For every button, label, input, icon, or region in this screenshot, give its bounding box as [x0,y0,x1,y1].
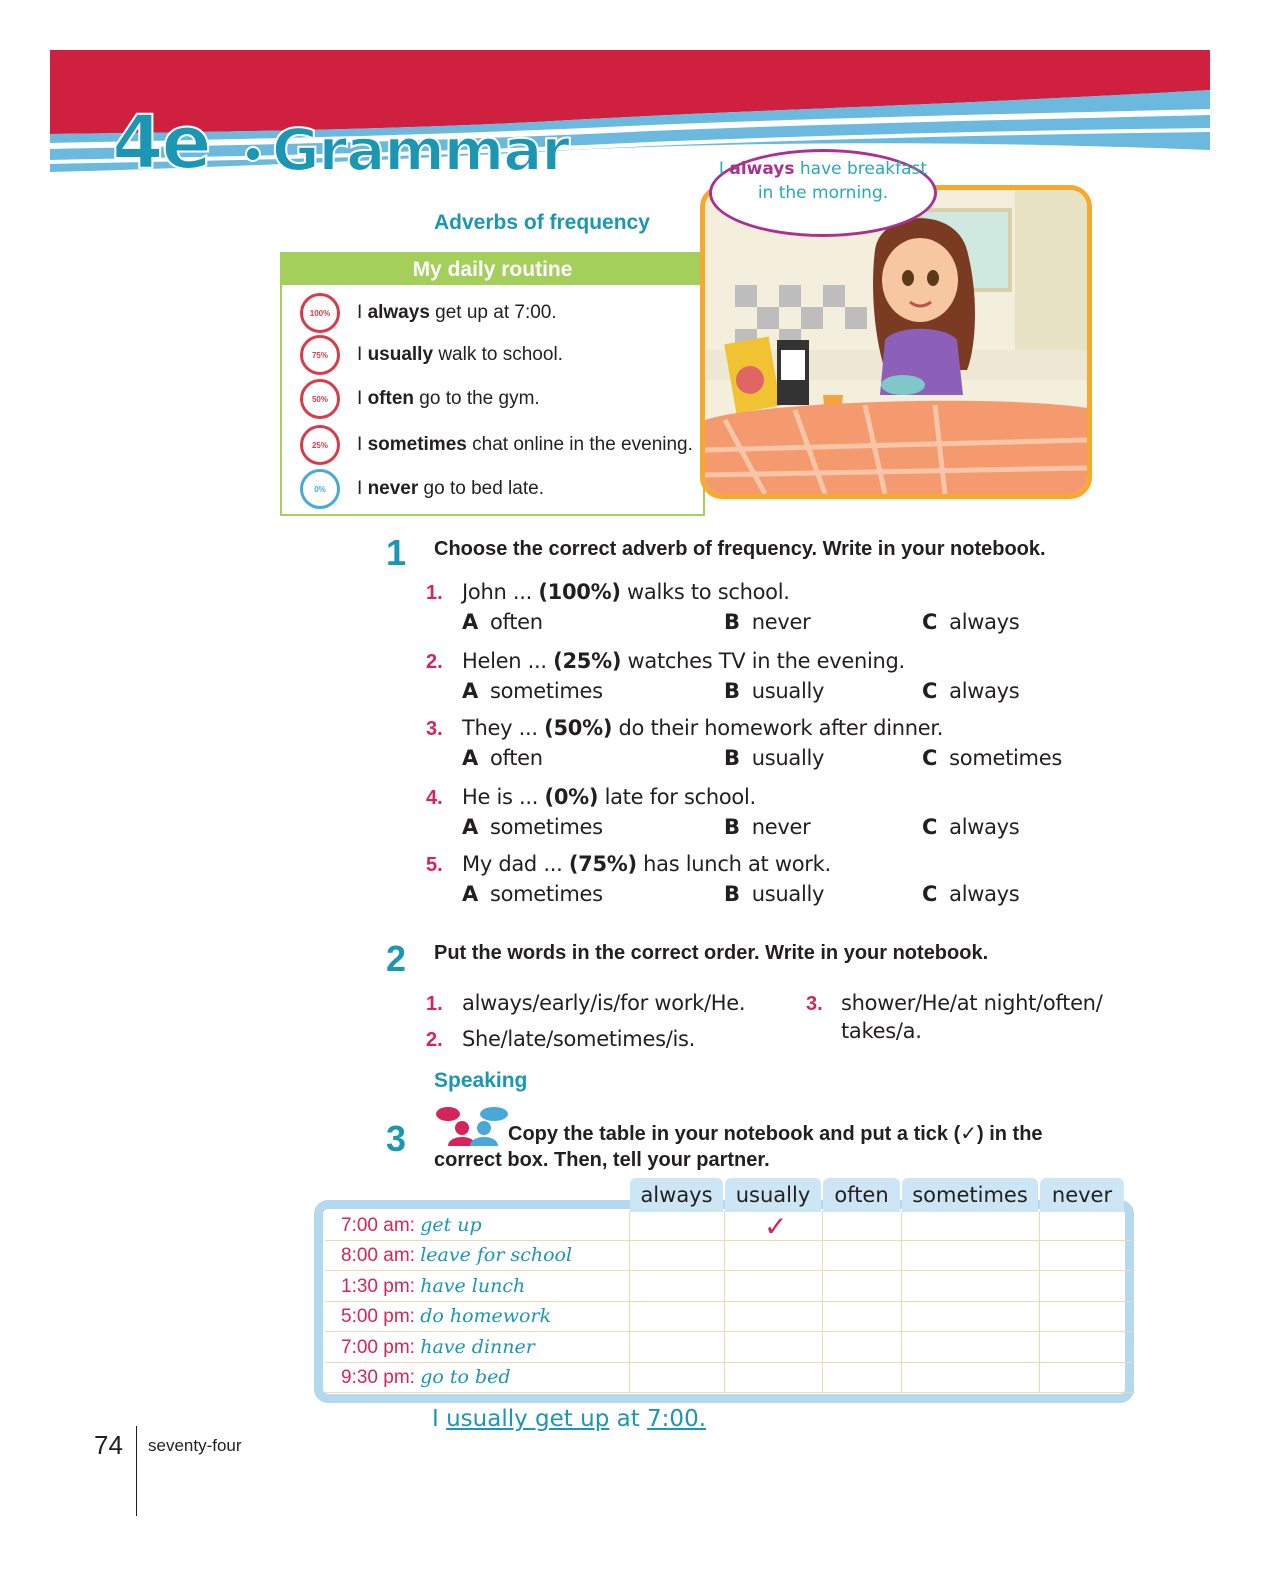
option-b: B never [724,815,811,839]
option-a: A sometimes [462,882,603,906]
title-dot [245,146,261,162]
frequency-0-icon: 0% [300,469,340,509]
speaking-heading: Speaking [434,1069,528,1092]
column-divider [822,1211,823,1393]
routine-item [300,469,544,509]
option-c: C always [922,610,1020,634]
page-number-words: seventy-four [148,1436,242,1455]
option-a: A often [462,610,543,634]
footer-divider [136,1426,137,1516]
column-divider [1039,1211,1040,1393]
example-sentence: I usually get up at 7:00. [432,1406,707,1432]
routine-sentence: I often go to the gym. [357,388,540,409]
speech-bubble: I always have breakfast in the morning. [709,149,937,237]
exercise-3-number: 3 [386,1118,407,1159]
grammar-heading: Adverbs of frequency [434,211,650,234]
routine-sentence: I sometimes chat online in the evening. [357,434,693,455]
lesson-number: 4e [112,100,210,186]
table-row: 9:30 pm: go to bed [325,1363,1135,1393]
routine-sentence: I never go to bed late. [357,478,544,499]
pair-work-icon [434,1106,510,1146]
question-number: 5. [426,854,443,876]
frequency-75-icon: 75% [300,335,340,375]
banner-graphic [50,50,1210,200]
option-c: C always [922,882,1020,906]
exercise-1-instruction: Choose the correct adverb of frequency. Write in your notebook. [434,538,1046,560]
question-number: 3. [426,718,443,740]
header-banner [50,50,1210,200]
table-row: 1:30 pm: have lunch [325,1272,1135,1302]
question-number: 3. [806,993,823,1015]
column-divider [901,1211,902,1393]
lesson-title: Grammar [272,116,569,184]
column-divider [629,1211,630,1393]
table-row: 5:00 pm: do homework [325,1302,1135,1332]
scrambled-sentence: She/late/sometimes/is. [462,1027,696,1051]
routine-item [300,293,557,333]
option-c: C always [922,815,1020,839]
option-a: A sometimes [462,815,603,839]
table-row: 8:00 am: leave for school [325,1241,1135,1271]
girl-breakfast-icon [705,190,1087,494]
scrambled-sentence: always/early/is/for work/He. [462,991,746,1015]
option-b: B usually [724,746,825,770]
table-row: 7:00 pm: have dinner [325,1333,1135,1363]
option-b: B never [724,610,811,634]
question-text: John ... (100%) walks to school. [462,580,790,604]
exercise-3-instruction-line2: correct box. Then, tell your partner. [434,1149,770,1171]
frequency-50-icon: 50% [300,379,340,419]
routine-item [300,335,563,375]
frequency-table [314,1178,1136,1403]
page-number: 74 [94,1430,123,1460]
question-text: He is ... (0%) late for school. [462,785,756,809]
exercise-2-instruction: Put the words in the correct order. Write in your notebook. [434,942,989,964]
frequency-100-icon: 100% [300,293,340,333]
option-b: B usually [724,679,825,703]
question-text: They ... (50%) do their homework after dinner. [462,716,944,740]
column-header-often: often [823,1178,900,1212]
exercise-2-number: 2 [386,938,407,979]
routine-item [300,379,540,419]
option-a: A often [462,746,543,770]
column-header-always: always [630,1178,723,1212]
column-divider [724,1211,725,1393]
option-c: C always [922,679,1020,703]
column-header-usually: usually [725,1178,821,1212]
breakfast-illustration [700,185,1092,499]
routine-sentence: I usually walk to school. [357,344,563,365]
routine-box-title: My daily routine [282,254,703,285]
option-a: A sometimes [462,679,603,703]
question-number: 1. [426,582,443,604]
routine-box [280,252,705,516]
column-header-sometimes: sometimes [902,1178,1038,1212]
question-number: 4. [426,787,443,809]
scrambled-sentence: shower/He/at night/often/ [841,991,1103,1015]
routine-item [300,425,693,465]
option-c: C sometimes [922,746,1062,770]
exercise-1-number: 1 [386,532,407,573]
question-text: My dad ... (75%) has lunch at work. [462,852,831,876]
exercise-3-instruction-line1: Copy the table in your notebook and put a tick (✓) in the [508,1123,1043,1145]
tick-mark: ✓ [764,1211,788,1242]
question-number: 1. [426,993,443,1015]
routine-sentence: I always get up at 7:00. [357,302,557,323]
option-b: B usually [724,882,825,906]
question-text: Helen ... (25%) watches TV in the evening. [462,649,905,673]
column-header-never: never [1040,1178,1124,1212]
frequency-25-icon: 25% [300,425,340,465]
question-number: 2. [426,1029,443,1051]
scrambled-sentence-cont: takes/a. [841,1019,922,1043]
table-row: 7:00 am: get up [325,1211,1135,1241]
question-number: 2. [426,651,443,673]
